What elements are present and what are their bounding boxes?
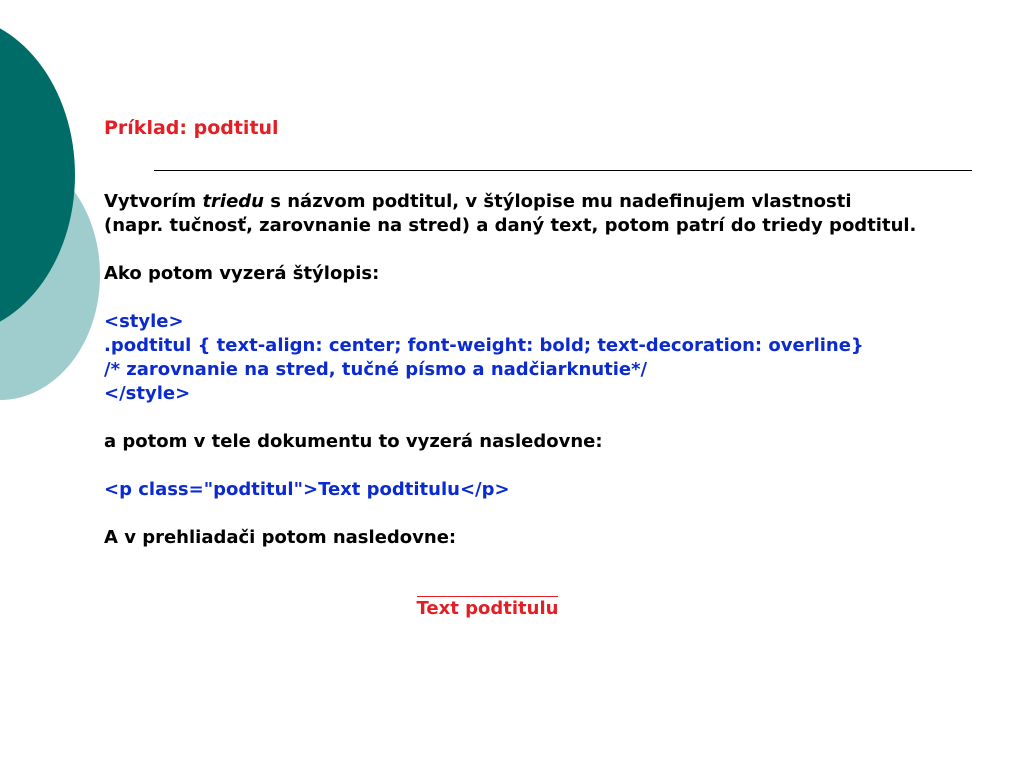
- code-line-html-example: <p class="podtitul">Text podtitulu</p>: [104, 479, 510, 500]
- code-line-comment: /* zarovnanie na stred, tučné písmo a nadčiarknutie*/: [104, 359, 648, 380]
- code-line-style-close: </style>: [104, 383, 191, 404]
- paragraph-1-text-a: Vytvorím: [104, 191, 203, 212]
- paragraph-1-text-b: s názvom podtitul, v štýlopise mu nadefinujem vlastnosti: [264, 191, 852, 212]
- slide-title: Príklad: podtitul: [104, 117, 279, 139]
- paragraph-1-emphasis: triedu: [202, 191, 264, 212]
- browser-demo-output: [400, 596, 575, 621]
- title-divider: [154, 170, 972, 171]
- paragraph-2: Ako potom vyzerá štýlopis:: [104, 263, 380, 284]
- slide-body: [104, 190, 1014, 550]
- demo-overlined-text: Text podtitulu: [416, 598, 559, 619]
- code-line-style-open: <style>: [104, 311, 184, 332]
- code-line-rule: .podtitul { text-align: center; font-weight: bold; text-decoration: overline}: [104, 335, 864, 356]
- paragraph-4: A v prehliadači potom nasledovne:: [104, 527, 457, 548]
- paragraph-1-line-1: [104, 190, 1014, 214]
- paragraph-1-line-2: (napr. tučnosť, zarovnanie na stred) a daný text, potom patrí do triedy podtitul.: [104, 215, 917, 236]
- paragraph-3: a potom v tele dokumentu to vyzerá nasledovne:: [104, 431, 603, 452]
